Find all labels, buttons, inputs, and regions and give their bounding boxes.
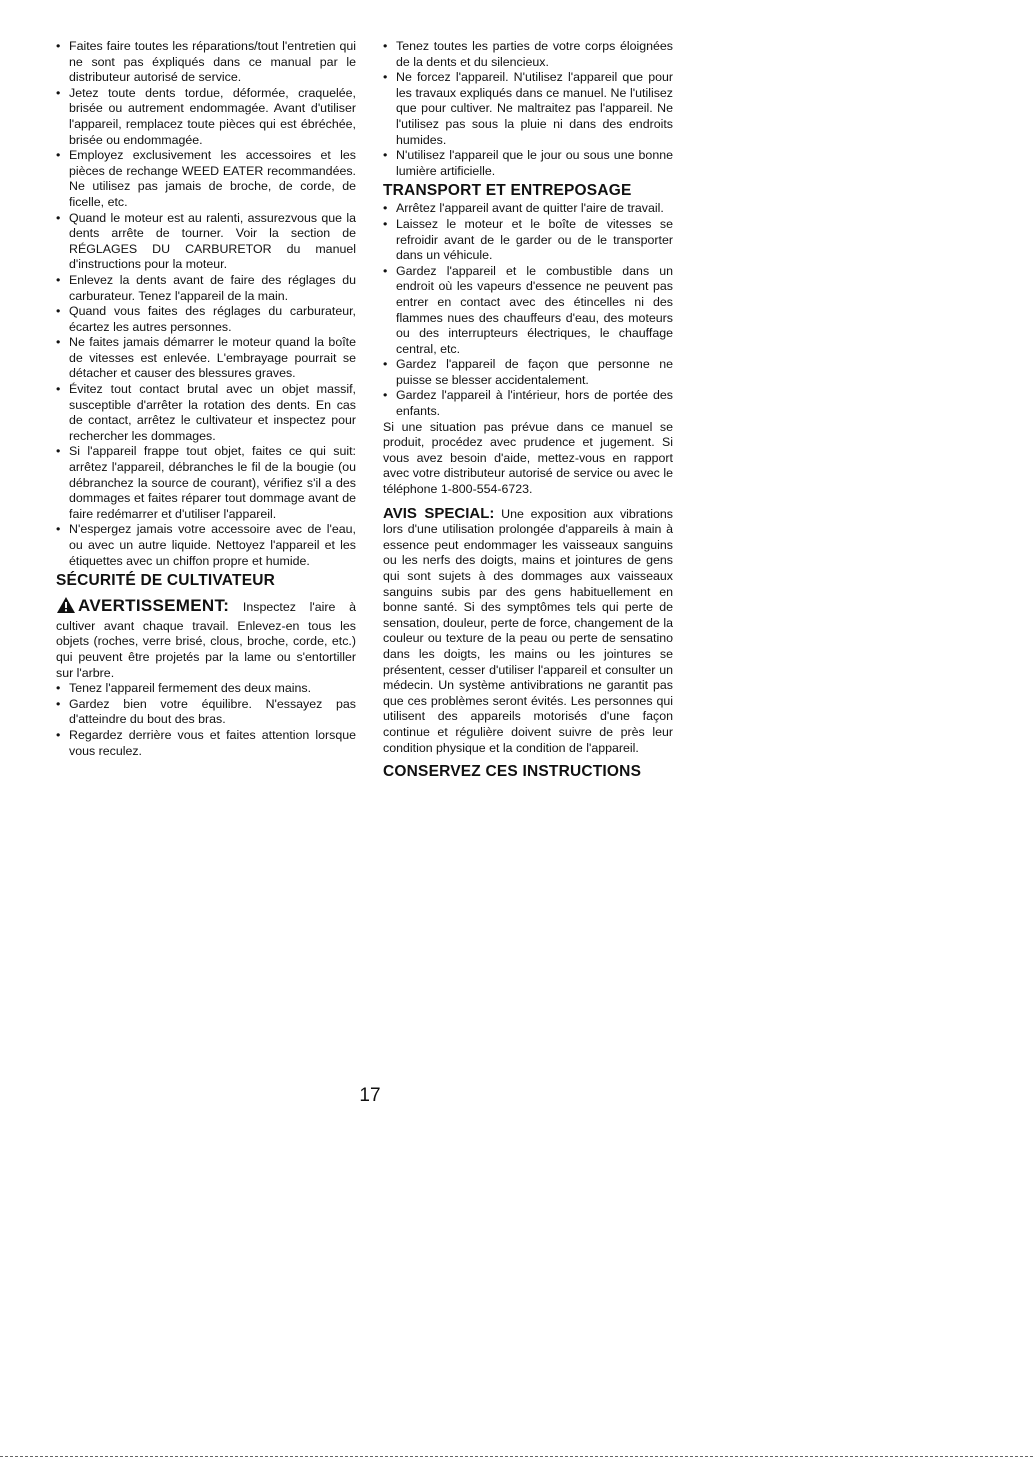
section-heading-cultivator-safety: SÉCURITÉ DE CULTIVATEUR [56, 572, 276, 590]
list-item: • Enlevez la dents avant de faire des réglages du carburateur. Tenez l'appareil de la main. [56, 272, 356, 303]
list-item: • Quand le moteur est au ralenti, assurezvous que la dents arrête de tourner. Voir la section de RÉGLAGES DU CARBURETOR du manuel d'instructions pour la moteur. [56, 210, 356, 272]
list-item: • Employez exclusivement les accessoires et les pièces de rechange WEED EATER recommandées. Ne utilisez pas jamais de broche, de corde, de ficelle, etc. [56, 148, 356, 209]
list-item: • Arrêtez l'appareil avant de quitter l'aire de travail. [383, 201, 664, 216]
section-heading-transport: TRANSPORT ET ENTREPOSAGE [383, 182, 632, 200]
closing-heading: CONSERVEZ CES INSTRUCTIONS [383, 763, 642, 781]
list-item: • Gardez l'appareil de façon que personne ne puisse se blesser accidentalement. [383, 357, 673, 387]
list-item: • Quand vous faites des réglages du carburateur, écartez les autres personnes. [56, 304, 356, 334]
page-number: 17 [359, 1085, 381, 1106]
list-item: • Si l'appareil frappe tout objet, faites ce qui suit: arrêtez l'appareil, débranches le fil de la bougie (ou débranchez la source de courant), vérifiez s'il a des dommages et faites réparer tout dommage avant de faire redémarrer et d'utiliser l'appareil. [56, 444, 356, 521]
warning-triangle-icon [56, 596, 76, 619]
usage-bullet-list [383, 39, 673, 179]
list-item: • N'espergez jamais votre accessoire avec de l'eau, ou avec un autre liquide. Nettoyez l'appareil et les étiquettes avec un chiffon propre et humide. [56, 522, 356, 568]
list-item: • Gardez l'appareil à l'intérieur, hors de portée des enfants. [383, 388, 673, 419]
warning-label: AVERTISSEMENT: [78, 596, 230, 616]
avis-text: Une exposition aux vibrations lors d'une utilisation prolongée d'appareils à main à essence peut endommager les vaisseaux sanguins ou les nerfs des doigts, mains et jointures de gens qui sont sujets à des dommages aux vaisseaux sanguins subis par des gens habituellement en bonne santé. Si des symptômes tels qui perte de sensation, douleur, perte de force, changement de la couleur ou texture de la peau ou perte de sensatino dans les doigts, les mains ou les jointures se présentent, cesser d'utiliser l'appareil et consulter un médecin. Un système antivibrations ne garantit pas que ces problèmes seront évités. Les personnes qui utilisent des appareils motorisés d'une façon continue et régulière doivent suivre de près leur condition physique et la condition de l'appareil. [383, 506, 673, 755]
transport-bullet-list [383, 201, 673, 419]
list-item: • Gardez l'appareil et le combustible dans un endroit où les vapeurs d'essence ne peuvent pas entrer en contact avec des étincelles ni des flammes nues des chauffeurs d'eau, des moteurs ou des interrupteurs électriques, le chauffage central, etc. [383, 263, 673, 356]
list-item: • Tenez l'appareil fermement des deux mains. [56, 681, 312, 696]
list-item: • Ne faites jamais démarrer le moteur quand la boîte de vitesses est enlevée. L'embrayage pourrait se détacher et causer des blessures graves. [56, 335, 356, 381]
list-item: • Jetez toute dents tordue, déformée, craquelée, brisée ou autrement endommagée. Avant d'utiliser l'appareil, remplacez toute pièces qui est ébréchée, brisée ou endommagée. [56, 85, 356, 147]
avis-paragraph [383, 506, 673, 757]
list-item: • Laissez le moteur et le boîte de vitesses se refroidir avant de le garder ou de le transporter dans un véhicule. [383, 216, 673, 263]
left-column [56, 39, 356, 759]
list-item: • Évitez tout contact brutal avec un objet massif, susceptible d'arrêter la rotation des dents. En cas de contact, arrêtez le cultivateur et inspectez pour rechercher les dommages. [56, 382, 356, 443]
list-item: • Ne forcez l'appareil. N'utilisez l'appareil que pour les travaux expliqués dans ce manuel. Ne l'utilisez que pour cultiver. Ne maltraitez pas l'appareil. Ne l'utilisez pas sous la pluie ni dans des endroits humides. [383, 70, 673, 147]
list-item: • Faites faire toutes les réparations/tout l'entretien qui ne sont pas éxpliqués dans ce manual par le distributeur autorisé de service. [56, 39, 356, 85]
list-item: • Gardez bien votre équilibre. N'essayez pas d'atteindre du bout des bras. [56, 696, 356, 727]
list-item: • Regardez derrière vous et faites attention lorsque vous reculez. [56, 727, 356, 758]
right-column [383, 39, 673, 782]
list-item: • Tenez toutes les parties de votre corps éloignées de la dents et du silencieux. [383, 39, 673, 69]
warning-text: Inspectez l'aire à cultiver avant chaque travail. Enlevez-en tous les objets (roches, verre brisé, clous, broche, corde, etc.) qui peuvent être projetés par la lame ou s'entortiller sur l'arbre. [56, 600, 356, 680]
avis-label: AVIS SPECIAL: [383, 504, 495, 522]
warning-paragraph [56, 596, 356, 681]
service-paragraph: Si une situation pas prévue dans ce manuel se produit, procédez avec prudence et jugement. Si vous avez besoin d'aide, mettez-vous en rapport avec votre distributeur autorisé de service ou avec le téléphone 1-800-554-6723. [383, 419, 673, 497]
operation-bullet-list [56, 681, 356, 759]
list-item: • N'utilisez l'appareil que le jour ou sous une bonne lumière artificielle. [383, 148, 673, 178]
maintenance-bullet-list [56, 39, 356, 569]
